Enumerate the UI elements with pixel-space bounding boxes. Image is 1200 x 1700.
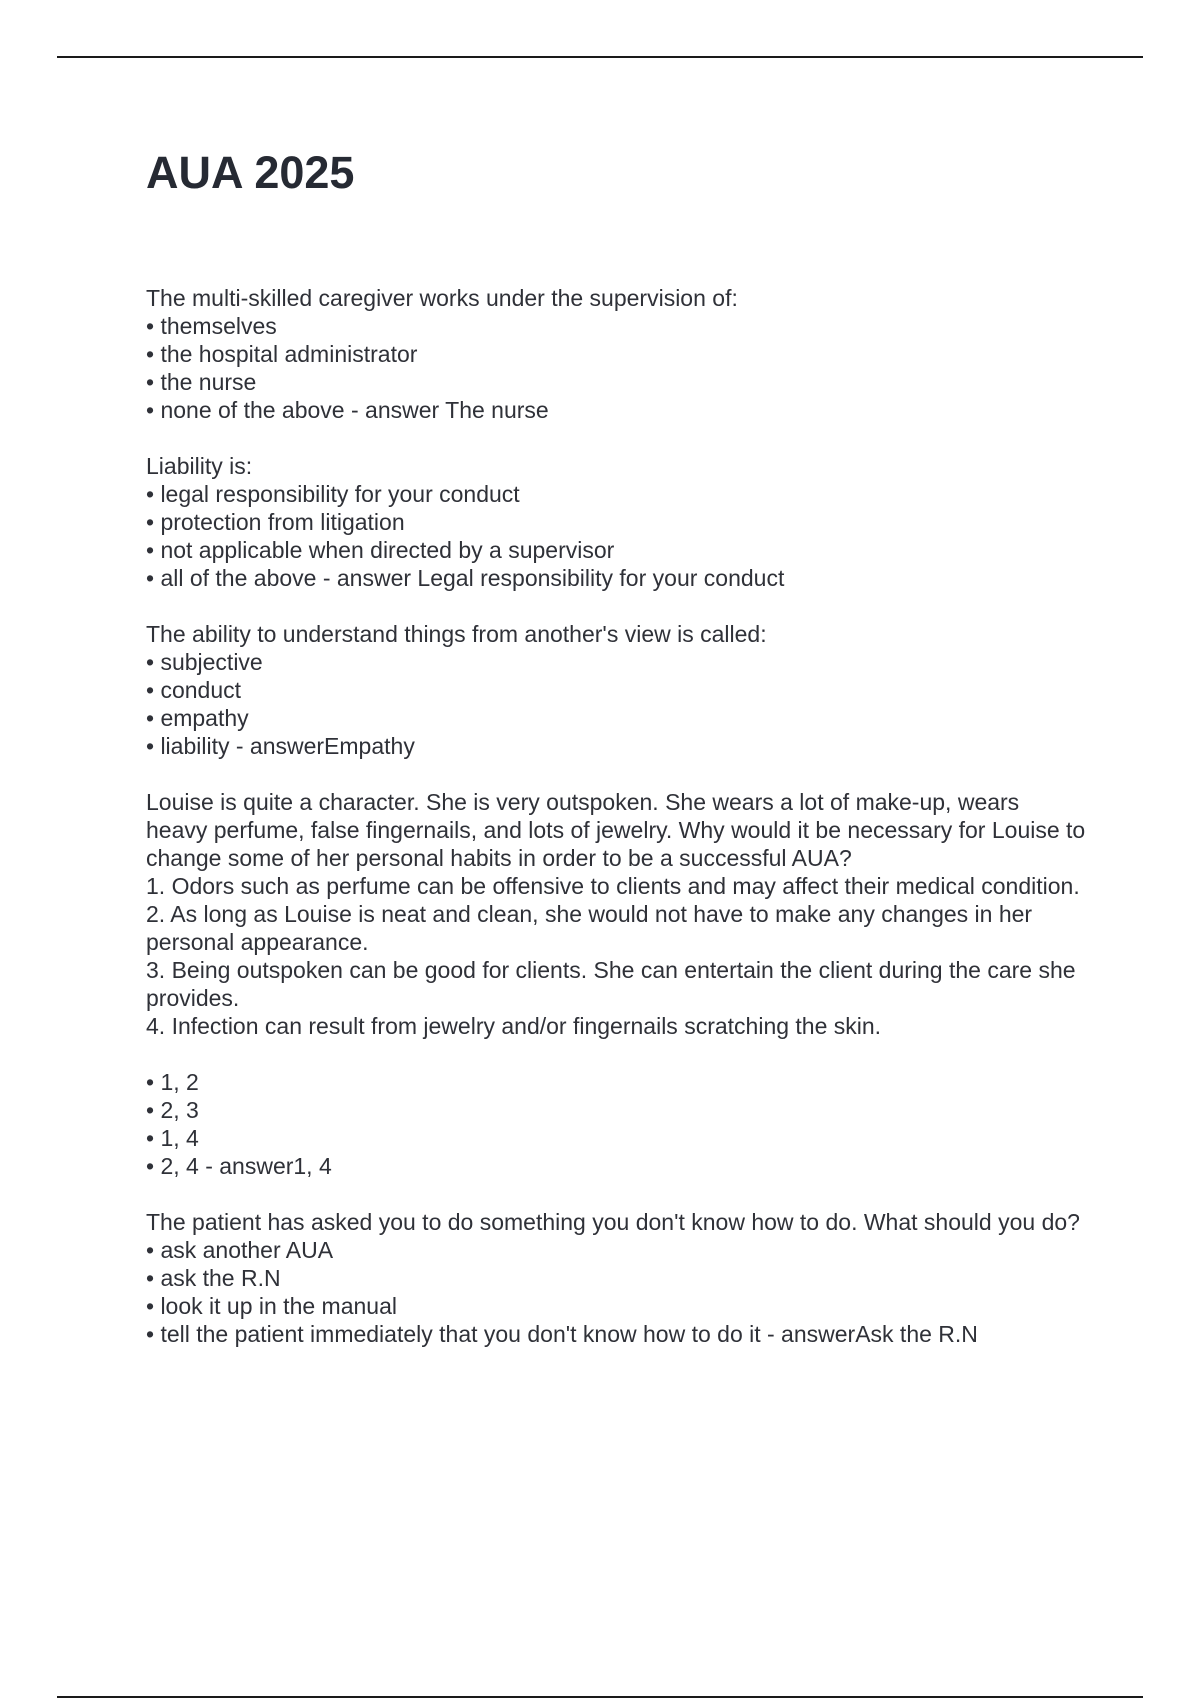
question-block-4 bbox=[146, 788, 1086, 1040]
answer-option: • not applicable when directed by a supervisor bbox=[146, 537, 615, 563]
answer-option: • look it up in the manual bbox=[146, 1293, 397, 1319]
question-text: Liability is: bbox=[146, 453, 253, 479]
answer-option: • 1, 2 bbox=[146, 1069, 199, 1095]
answer-option: • none of the above - answer The nurse bbox=[146, 397, 549, 423]
question-text: The multi-skilled caregiver works under the supervision of: bbox=[146, 285, 738, 311]
numbered-statement: 4. Infection can result from jewelry and/or fingernails scratching the skin. bbox=[146, 1013, 882, 1039]
answer-option: • empathy bbox=[146, 705, 249, 731]
question-block-1 bbox=[146, 284, 1086, 424]
answer-option: • themselves bbox=[146, 313, 277, 339]
answer-option: • 2, 3 bbox=[146, 1097, 199, 1123]
answer-option: • protection from litigation bbox=[146, 509, 405, 535]
question-text: The ability to understand things from another's view is called: bbox=[146, 621, 767, 647]
numbered-statement: 1. Odors such as perfume can be offensive to clients and may affect their medical condition. bbox=[146, 873, 1080, 899]
answer-option: • 2, 4 - answer1, 4 bbox=[146, 1153, 332, 1179]
question-text: The patient has asked you to do something you don't know how to do. What should you do? bbox=[146, 1209, 1080, 1235]
answer-option: • all of the above - answer Legal responsibility for your conduct bbox=[146, 565, 785, 591]
answer-option: • the hospital administrator bbox=[146, 341, 418, 367]
question-text: Louise is quite a character. She is very outspoken. She wears a lot of make-up, wears heavy perfume, false fingernails, and lots of jewelry. Why would it be necessary for Louise to change some of her personal habits in order to be a successful AUA? bbox=[146, 789, 1086, 871]
question-block-3 bbox=[146, 620, 1086, 760]
page-title: AUA 2025 bbox=[146, 147, 355, 198]
answer-option: • legal responsibility for your conduct bbox=[146, 481, 520, 507]
top-rule bbox=[57, 56, 1143, 58]
answer-option: • 1, 4 bbox=[146, 1125, 199, 1151]
answer-option: • tell the patient immediately that you don't know how to do it - answerAsk the R.N bbox=[146, 1321, 978, 1347]
answer-option: • ask another AUA bbox=[146, 1237, 334, 1263]
answer-option: • conduct bbox=[146, 677, 241, 703]
answer-option: • liability - answerEmpathy bbox=[146, 733, 415, 759]
numbered-statement: 3. Being outspoken can be good for clients. She can entertain the client during the care she provides. bbox=[146, 957, 1076, 1011]
answer-option: • subjective bbox=[146, 649, 263, 675]
question-block-4-options bbox=[146, 1068, 1086, 1180]
question-block-2 bbox=[146, 452, 1086, 592]
answer-option: • ask the R.N bbox=[146, 1265, 281, 1291]
bottom-rule bbox=[57, 1696, 1143, 1698]
answer-option: • the nurse bbox=[146, 369, 257, 395]
document-body bbox=[146, 284, 1086, 1376]
numbered-statement: 2. As long as Louise is neat and clean, she would not have to make any changes in her personal appearance. bbox=[146, 901, 1033, 955]
question-block-5 bbox=[146, 1208, 1086, 1348]
